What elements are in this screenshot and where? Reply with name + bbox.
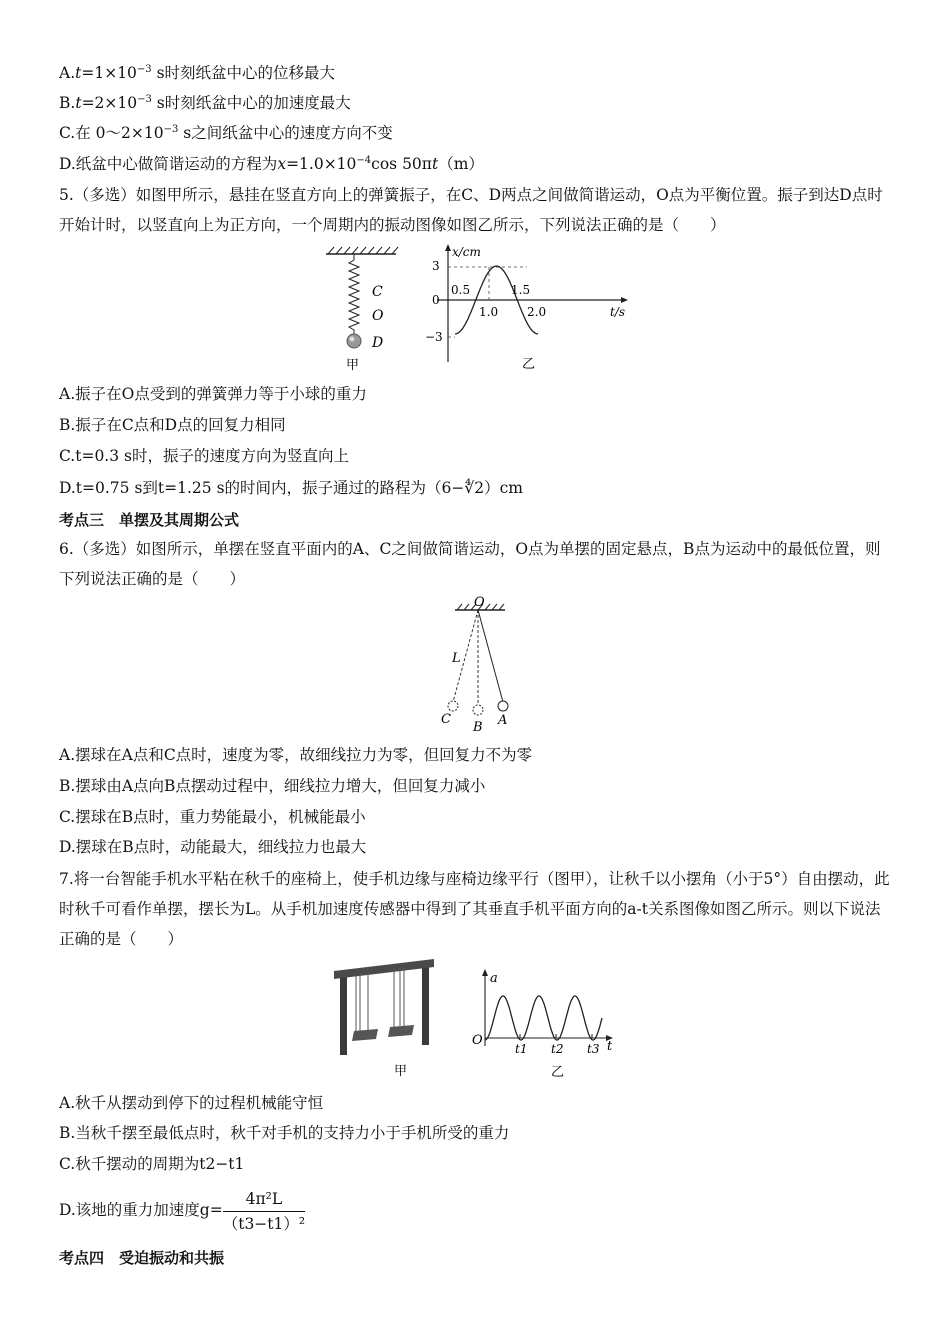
label-o: O	[372, 308, 384, 324]
label-c: C	[441, 712, 451, 727]
ytick-3: 3	[432, 259, 440, 273]
spring-oscillator-figure	[318, 244, 408, 374]
caption-yi: 乙	[522, 357, 536, 372]
graph-origin: O	[472, 1033, 483, 1048]
graph-ylabel: a	[490, 971, 498, 986]
xtick-2.0: 2.0	[527, 305, 547, 319]
q7-stem: 7.将一台智能手机水平粘在秋千的座椅上，使手机边缘与座椅边缘平行（图甲），让秋千以小摆角（小于5°）自由摆动，此时秋千可看作单摆，摆长为L。从手机加速度传感器中得到了其垂直手机平面方向的a-t关系图像如图乙所示。则以下说法正确的是（ ）	[59, 870, 890, 948]
section-4-heading: 考点四 受迫振动和共振	[59, 1249, 225, 1267]
label-b: B	[473, 720, 483, 734]
q7-option-d	[59, 1186, 890, 1234]
label-c: C	[372, 284, 383, 300]
xtick-t2: t2	[551, 1042, 564, 1056]
q4-option-d: D.纸盆中心做简谐运动的方程为$x=1.0\times 10^{-4}\cos$ 50πt（m）	[59, 154, 484, 173]
ytick-neg3: −3	[425, 330, 443, 344]
ytick-0: 0	[432, 293, 440, 307]
q7-option-d-prefix: D.该地的重力加速度g=	[59, 1201, 223, 1219]
xtick-1.0: 1.0	[479, 305, 499, 319]
gravity-fraction	[223, 1189, 305, 1234]
q5-stem: 5.（多选）如图甲所示，悬挂在竖直方向上的弹簧振子，在C、D两点之间做简谐运动，O点为平衡位置。振子到达D点时开始计时，以竖直向上为正方向，一个周期内的振动图像如图乙所示，下列说法正确的是（ ）	[59, 186, 883, 234]
at-curve	[485, 996, 602, 1040]
q4-option-a: $A.t=1\times 10^{-3}$ s时刻纸盆中心的位移最大	[59, 63, 336, 82]
q6-option-a: A.摆球在A点和C点时，速度为零，故细线拉力为零，但回复力不为零	[59, 746, 533, 764]
q5-option-b: B.振子在C点和D点的回复力相同	[59, 416, 286, 434]
oscillation-graph	[415, 242, 640, 374]
graph-xlabel: t/s	[610, 305, 626, 319]
caption-yi: 乙	[551, 1065, 565, 1080]
graph-xlabel: t	[607, 1039, 613, 1054]
label-o: O	[474, 595, 485, 610]
swing-figure	[328, 955, 440, 1081]
q7-option-a: A.秋千从摆动到停下的过程机械能守恒	[59, 1094, 324, 1112]
q5-option-d: D.t=0.75 s到t=1.25 s的时间内，振子通过的路程为（6−∜2）cm	[59, 479, 523, 497]
xtick-t3: t3	[587, 1042, 600, 1056]
caption-jia: 甲	[394, 1064, 408, 1079]
q6-option-c: C.摆球在B点时，重力势能最小，机械能最小	[59, 808, 366, 826]
label-l: L	[452, 651, 461, 666]
q4-option-c: C.在 $0\sim 2\times 10^{-3}$ s之间纸盆中心的速度方向不变	[59, 123, 393, 142]
q6-option-d: D.摆球在B点时，动能最大，细线拉力也最大	[59, 838, 367, 856]
label-d: D	[372, 335, 384, 351]
label-a: A	[498, 713, 508, 728]
fraction-numerator: 4π²L	[223, 1189, 305, 1212]
xtick-0.5: 0.5	[451, 283, 471, 297]
graph-ylabel: x/cm	[452, 245, 481, 259]
xtick-1.5: 1.5	[511, 283, 531, 297]
q7-option-b: B.当秋千摆至最低点时，秋千对手机的支持力小于手机所受的重力	[59, 1124, 510, 1142]
caption-jia: 甲	[346, 358, 360, 373]
q7-option-c: C.秋千摆动的周期为t2−t1	[59, 1155, 245, 1173]
q6-option-b: B.摆球由A点向B点摆动过程中，细线拉力增大，但回复力减小	[59, 777, 486, 795]
ball	[347, 334, 361, 348]
q5-option-a: A.振子在O点受到的弹簧弹力等于小球的重力	[59, 385, 367, 403]
section-3-heading: 考点三 单摆及其周期公式	[59, 511, 240, 529]
spring	[349, 254, 359, 334]
q4-option-b: $B.t=2\times 10^{-3}$ s时刻纸盆中心的加速度最大	[59, 93, 351, 112]
pendulum-figure	[430, 592, 530, 734]
q5-option-c: C.t=0.3 s时，振子的速度方向为竖直向上	[59, 447, 349, 465]
q6-stem: 6.（多选）如图所示，单摆在竖直平面内的A、C之间做简谐运动，O点为单摆的固定悬点，B点为运动中的最低位置，则下列说法正确的是（ ）	[59, 540, 881, 588]
xtick-t1: t1	[515, 1042, 528, 1056]
fraction-denominator: （t3−t1）²	[222, 1214, 306, 1233]
acceleration-graph	[470, 966, 620, 1081]
